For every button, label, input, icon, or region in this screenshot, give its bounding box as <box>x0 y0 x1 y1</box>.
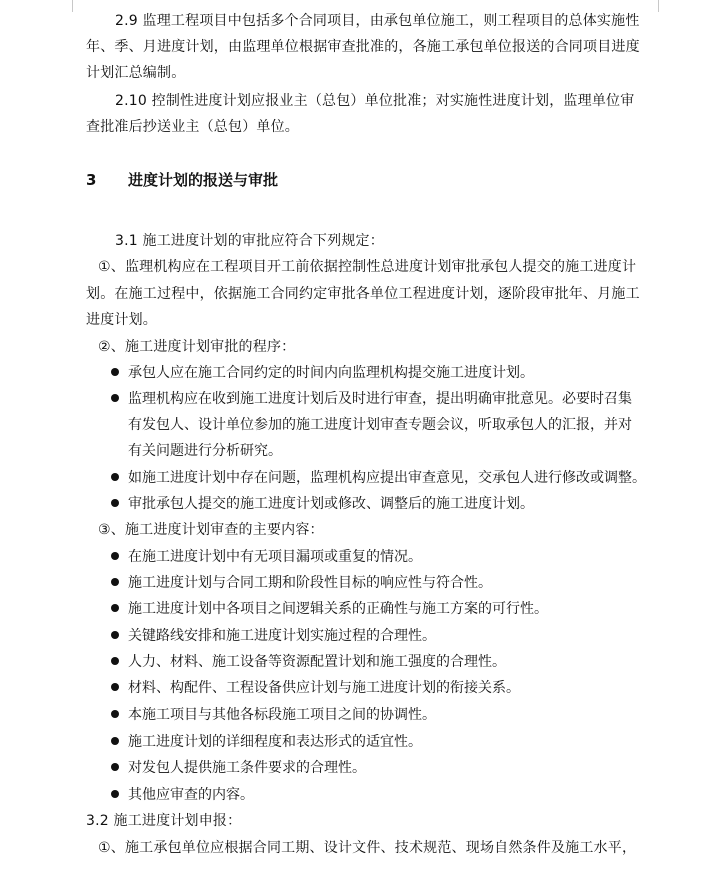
bullet-dot-icon <box>111 710 119 718</box>
paragraph-line: 进度计划。 <box>86 312 157 328</box>
bullet-dot-icon <box>111 578 119 586</box>
bullet-item: 本施工项目与其他各标段施工项目之间的协调性。 <box>111 706 436 724</box>
page-corner-mark <box>60 0 73 12</box>
bullet-continuation: 有发包人、设计单位参加的施工进度计划审查专题会议，听取承包人的汇报，并对 <box>128 417 632 433</box>
bullet-item: 人力、材料、施工设备等资源配置计划和施工强度的合理性。 <box>111 653 506 671</box>
list-heading: ②、施工进度计划审批的程序： <box>98 339 296 355</box>
paragraph-line: 年、季、月进度计划，由监理单位根据审查批准的，各施工承包单位报送的合同项目进度 <box>86 39 640 55</box>
list-heading: ③、施工进度计划审查的主要内容： <box>98 522 324 538</box>
bullet-dot-icon <box>111 657 119 665</box>
bullet-item: 施工进度计划与合同工期和阶段性目标的响应性与符合性。 <box>111 574 492 592</box>
bullet-dot-icon <box>111 763 119 771</box>
bullet-dot-icon <box>111 737 119 745</box>
paragraph-line: 划。在施工过程中，依据施工合同约定审批各单位工程进度计划，逐阶段审批年、月施工 <box>86 286 640 302</box>
bullet-dot-icon <box>111 394 119 402</box>
paragraph-line: 2.9 监理工程项目中包括多个合同项目，由承包单位施工，则工程项目的总体实施性 <box>115 13 640 29</box>
bullet-item: 材料、构配件、工程设备供应计划与施工进度计划的衔接关系。 <box>111 679 520 697</box>
subsection-title: 3.1 施工进度计划的审批应符合下列规定： <box>115 233 384 249</box>
bullet-dot-icon <box>111 473 119 481</box>
bullet-dot-icon <box>111 604 119 612</box>
bullet-dot-icon <box>111 499 119 507</box>
bullet-item: 监理机构应在收到施工进度计划后及时进行审查，提出明确审批意见。必要时召集 <box>111 390 632 408</box>
bullet-item: 审批承包人提交的施工进度计划或修改、调整后的施工进度计划。 <box>111 495 534 513</box>
paragraph-line: 2.10 控制性进度计划应报业主（总包）单位批准；对实施性进度计划，监理单位审 <box>115 93 635 109</box>
bullet-item: 在施工进度计划中有无项目漏项或重复的情况。 <box>111 548 422 566</box>
bullet-dot-icon <box>111 368 119 376</box>
bullet-continuation: 有关问题进行分析研究。 <box>128 443 282 459</box>
paragraph-line: 计划汇总编制。 <box>86 65 186 81</box>
section-number: 3 <box>86 171 97 189</box>
bullet-dot-icon <box>111 683 119 691</box>
section-title: 进度计划的报送与审批 <box>128 171 279 189</box>
bullet-dot-icon <box>111 552 119 560</box>
paragraph-line: ①、施工承包单位应根据合同工期、设计文件、技术规范、现场自然条件及施工水平， <box>98 840 637 856</box>
bullet-item: 对发包人提供施工条件要求的合理性。 <box>111 759 366 777</box>
paragraph-line: ①、监理机构应在工程项目开工前依据控制性总进度计划审批承包人提交的施工进度计 <box>98 259 637 275</box>
bullet-dot-icon <box>111 631 119 639</box>
subsection-title: 3.2 施工进度计划申报： <box>86 813 242 829</box>
bullet-item: 其他应审查的内容。 <box>111 786 254 804</box>
bullet-item: 施工进度计划的详细程度和表达形式的适宜性。 <box>111 733 422 751</box>
bullet-item: 承包人应在施工合同约定的时间内向监理机构提交施工进度计划。 <box>111 364 534 382</box>
section-heading <box>86 169 278 190</box>
bullet-dot-icon <box>111 790 119 798</box>
page-corner-mark <box>658 0 671 12</box>
bullet-item: 如施工进度计划中存在问题，监理机构应提出审查意见，交承包人进行修改或调整。 <box>111 469 646 487</box>
paragraph-line: 查批准后抄送业主（总包）单位。 <box>86 119 299 135</box>
bullet-item: 施工进度计划中各项目之间逻辑关系的正确性与施工方案的可行性。 <box>111 600 548 618</box>
bullet-item: 关键路线安排和施工进度计划实施过程的合理性。 <box>111 627 436 645</box>
